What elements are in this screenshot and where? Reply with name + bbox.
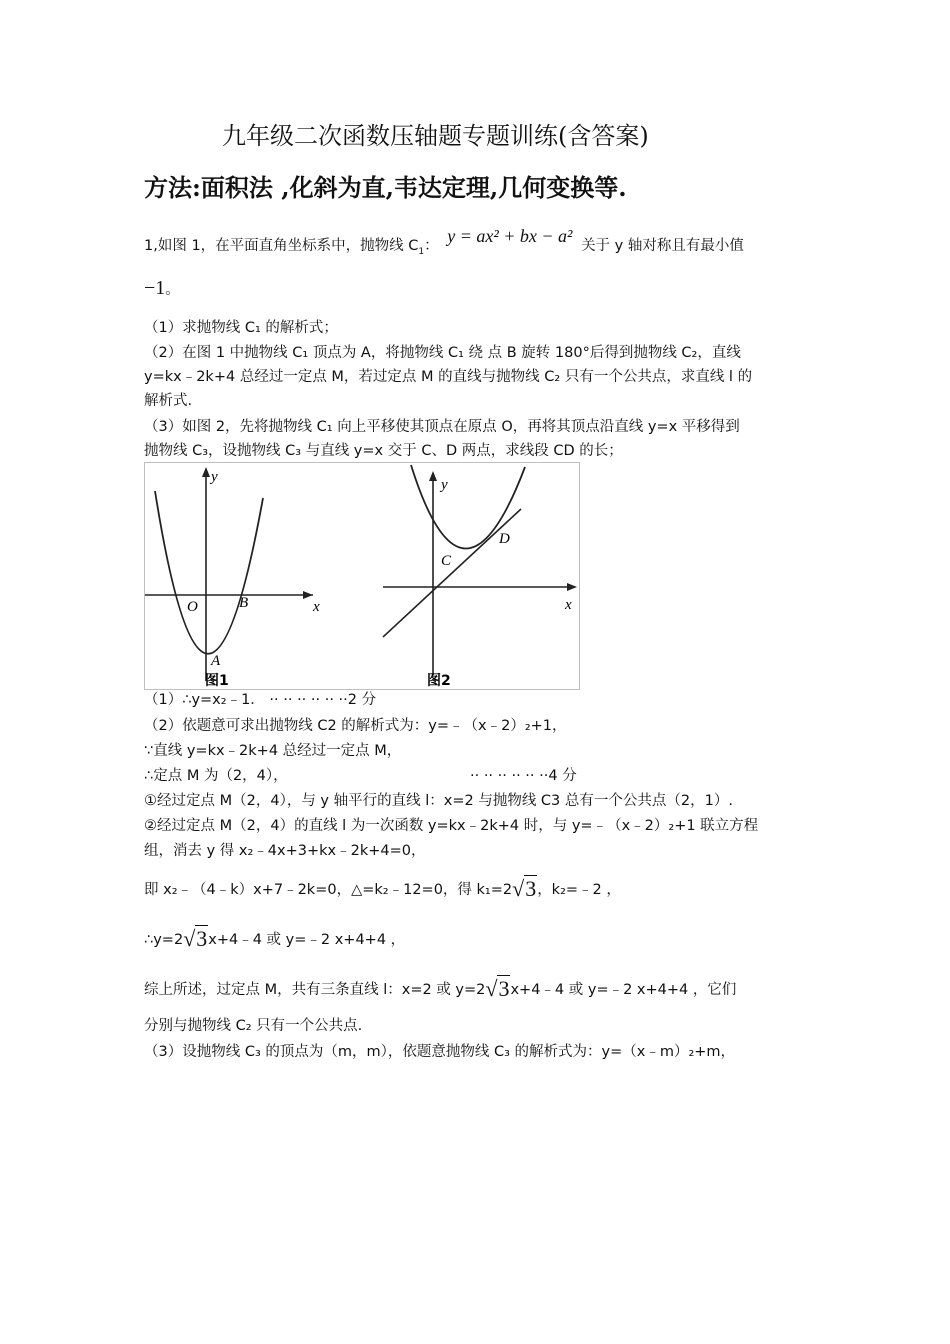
sqrt-3 <box>485 978 510 1000</box>
fig1-label-x: x <box>313 599 320 615</box>
fig1-caption: 图1 <box>205 673 229 689</box>
answer-5: ①经过定点 M（2，4），与 y 轴平行的直线 l：x=2 与抛物线 C3 总有一个公共点（2，1）. <box>144 793 733 809</box>
fig2-line-y-eq-x <box>383 509 521 637</box>
answer-10-tail: x+4﹣4 或 y=﹣2 x+4+4 ，它们 <box>510 982 737 998</box>
answer-2: （2）依题意可求出抛物线 C2 的解析式为：y=﹣（x﹣2）₂+1， <box>144 718 567 734</box>
fig2-label-y: y <box>441 477 448 493</box>
answer-1: （1）∴y=x₂﹣1． ·· ·· ·· ·· ·· ··2 分 <box>144 692 377 708</box>
answer-12: （3）设抛物线 C₃ 的顶点为（m，m），依题意抛物线 C₃ 的解析式为：y=（x﹣m）₂+m， <box>144 1044 736 1060</box>
min-value-line <box>144 276 180 302</box>
fig1-y-arrow <box>202 467 210 477</box>
sqrt-radicand: 3 <box>196 926 208 951</box>
answer-4: ∴定点 M 为（2，4）， <box>144 768 288 784</box>
answer-10 <box>144 978 736 1002</box>
answer-6: ②经过定点 M（2，4）的直线 l 为一次函数 y=kx﹣2k+4 时，与 y=﹣（x﹣2）₂+1 联立方程 <box>144 818 759 834</box>
answer-8-tail: ，k₂=﹣2 ， <box>537 882 621 898</box>
answer-4-score: ·· ·· ·· ·· ·· ··4 分 <box>470 768 577 784</box>
part-1: （1）求抛物线 C₁ 的解析式； <box>144 320 338 336</box>
part-2-line-1: （2）在图 1 中抛物线 C₁ 顶点为 A，将抛物线 C₁ 绕 点 B 旋转 180°后得到抛物线 C₂，直线 <box>144 345 741 361</box>
fig1-x-arrow <box>303 591 313 599</box>
period: 。 <box>165 282 180 298</box>
fig2-x-arrow <box>567 583 577 591</box>
fig1-label-B: B <box>239 595 249 611</box>
question-intro <box>144 226 744 264</box>
method-heading: 方法:面积法 ,化斜为直,韦达定理,几何变换等. <box>144 173 627 202</box>
min-value: −1 <box>144 277 166 299</box>
answer-8-text: 即 x₂﹣（4﹣k）x+7﹣2k=0，△=k₂﹣12=0，得 k₁=2 <box>144 882 513 898</box>
fig1-parabola <box>155 491 263 654</box>
fig1-label-O: O <box>187 599 198 615</box>
answer-9-text: ∴y=2 <box>144 932 184 948</box>
fig2-y-arrow <box>429 471 437 481</box>
sqrt-radicand: 3 <box>498 976 510 1001</box>
fig2-label-x: x <box>565 597 572 613</box>
part-2-line-3: 解析式. <box>144 393 193 409</box>
sqrt-3 <box>183 928 208 950</box>
page-title: 九年级二次函数压轴题专题训练(含答案) <box>222 122 649 150</box>
figure-graphs <box>145 463 579 689</box>
parabola-formula: y = ax² + bx − a² <box>447 226 573 246</box>
figure-2 <box>383 465 577 689</box>
fig2-label-C: C <box>441 553 452 569</box>
figure-1 <box>145 467 320 689</box>
fig2-caption: 图2 <box>427 673 451 689</box>
answer-9-tail: x+4﹣4 或 y=﹣2 x+4+4 ， <box>208 932 406 948</box>
colon: ： <box>424 238 439 254</box>
answer-9 <box>144 928 405 952</box>
answer-10-text: 综上所述，过定点 M，共有三条直线 l：x=2 或 y=2 <box>144 982 486 998</box>
answer-11: 分别与抛物线 C₂ 只有一个公共点. <box>144 1018 363 1034</box>
part-2-line-2: y=kx﹣2k+4 总经过一定点 M，若过定点 M 的直线与抛物线 C₂ 只有一个公共点，求直线 l 的 <box>144 369 753 385</box>
answer-8 <box>144 878 621 902</box>
sqrt-radicand: 3 <box>525 876 537 901</box>
answer-3: ∵直线 y=kx﹣2k+4 总经过一定点 M， <box>144 743 402 759</box>
fig2-label-D: D <box>499 531 510 547</box>
figure-box <box>144 462 580 690</box>
answer-7: 组，消去 y 得 x₂﹣4x+3+kx﹣2k+4=0， <box>144 843 426 859</box>
question-intro-text: 1,如图 1，在平面直角坐标系中，抛物线 C <box>144 238 419 254</box>
fig1-label-y: y <box>211 469 218 485</box>
sqrt-3 <box>512 878 537 900</box>
question-intro-tail: 关于 y 轴对称且有最小值 <box>581 238 744 254</box>
part-3-line-1: （3）如图 2，先将抛物线 C₁ 向上平移使其顶点在原点 O，再将其顶点沿直线 y=x 平移得到 <box>144 419 740 435</box>
subscript: 1 <box>418 246 425 257</box>
fig1-label-A: A <box>211 653 221 669</box>
part-3-line-2: 抛物线 C₃，设抛物线 C₃ 与直线 y=x 交于 C、D 两点，求线段 CD 的长； <box>144 443 623 459</box>
